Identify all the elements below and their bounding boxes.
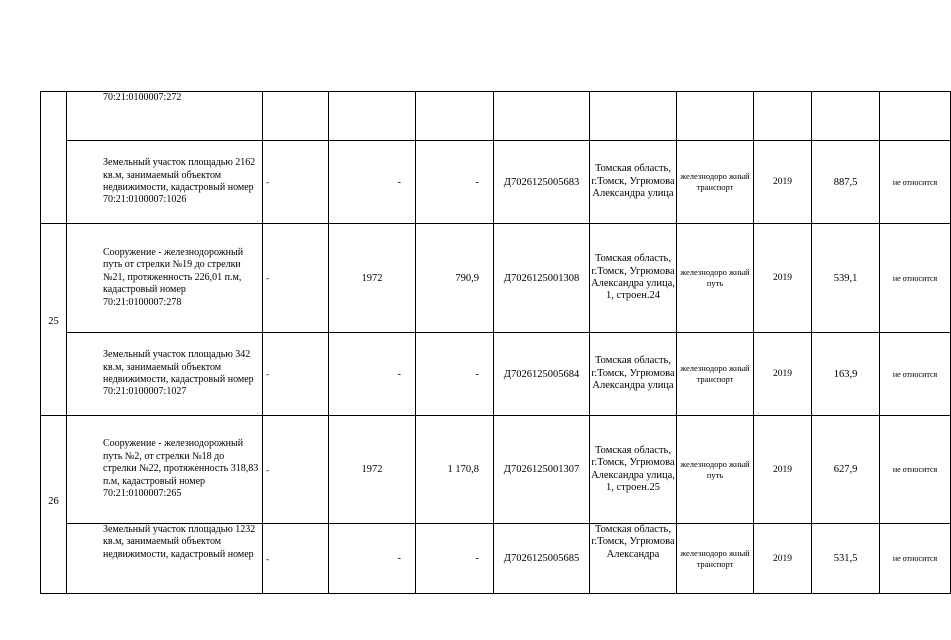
rental-year-cell: 2019 xyxy=(754,224,812,333)
group-number-cell: 26 xyxy=(41,416,67,594)
inventory-cell: Д7026125005683 xyxy=(494,141,590,224)
property-table xyxy=(40,91,951,594)
inventory-cell xyxy=(494,92,590,141)
relation-cell: не относится xyxy=(880,524,951,594)
cost-cell: 531,5 xyxy=(812,524,880,594)
cost-cell xyxy=(812,92,880,141)
description-cell xyxy=(67,524,263,594)
col3-cell: - xyxy=(263,224,329,333)
year-cell xyxy=(329,92,416,141)
table-row xyxy=(41,416,951,524)
description-cell: Сооружение - железнодорожный путь №2, от стрелки №18 до стрелки №22, протяженность 318,83 п.м, кадастровый номер 70:21:0100007:265 xyxy=(67,416,263,524)
table-row xyxy=(41,224,951,333)
table-row xyxy=(41,92,951,141)
address-text: Томская область, г.Томск, Угрюмова Александра xyxy=(591,524,675,560)
description-cell xyxy=(67,92,263,141)
inventory-cell: Д7026125005684 xyxy=(494,333,590,416)
relation-cell: не относится xyxy=(880,141,951,224)
inventory-cell: Д7026125001308 xyxy=(494,224,590,333)
area-cell: - xyxy=(416,524,494,594)
relation-cell: не относится xyxy=(880,333,951,416)
description-text: 70:21:0100007:272 xyxy=(103,92,182,103)
purpose-cell: железнодоро жный транспорт xyxy=(677,524,754,594)
year-cell: 1972 xyxy=(329,224,416,333)
group-number-cell: 25 xyxy=(41,224,67,416)
year-cell: - xyxy=(329,141,416,224)
rental-year-cell: 2019 xyxy=(754,141,812,224)
cost-cell: 627,9 xyxy=(812,416,880,524)
rental-year-cell: 2019 xyxy=(754,416,812,524)
area-cell: - xyxy=(416,141,494,224)
description-cell: Земельный участок площадью 342 кв.м, занимаемый объектом недвижимости, кадастровый номер 70:21:0100007:1027 xyxy=(67,333,263,416)
table-row xyxy=(41,333,951,416)
address-cell: Томская область, г.Томск, Угрюмова Александра улица, 1, строен.25 xyxy=(590,416,677,524)
cost-cell: 887,5 xyxy=(812,141,880,224)
group-number-cell xyxy=(41,92,67,224)
address-cell: Томская область, г.Томск, Угрюмова Александра улица xyxy=(590,141,677,224)
description-text: Земельный участок площадью 1232 кв.м, занимаемый объектом недвижимости, кадастровый номер xyxy=(103,524,256,560)
col3-cell xyxy=(263,92,329,141)
area-cell: - xyxy=(416,333,494,416)
rental-year-cell: 2019 xyxy=(754,524,812,594)
inventory-cell: Д7026125005685 xyxy=(494,524,590,594)
year-cell: - xyxy=(329,333,416,416)
relation-cell: не относится xyxy=(880,416,951,524)
col3-cell: - xyxy=(263,416,329,524)
purpose-cell: железнодоро жный путь xyxy=(677,416,754,524)
purpose-cell: железнодоро жный путь xyxy=(677,224,754,333)
address-cell xyxy=(590,524,677,594)
area-cell: 790,9 xyxy=(416,224,494,333)
table-row xyxy=(41,524,951,594)
year-cell: 1972 xyxy=(329,416,416,524)
rental-year-cell: 2019 xyxy=(754,333,812,416)
relation-cell xyxy=(880,92,951,141)
address-cell xyxy=(590,92,677,141)
col3-cell: - xyxy=(263,141,329,224)
area-cell: 1 170,8 xyxy=(416,416,494,524)
cost-cell: 539,1 xyxy=(812,224,880,333)
col3-cell: - xyxy=(263,333,329,416)
area-cell xyxy=(416,92,494,141)
address-cell: Томская область, г.Томск, Угрюмова Александра улица, 1, строен.24 xyxy=(590,224,677,333)
purpose-cell: железнодоро жный транспорт xyxy=(677,333,754,416)
address-cell: Томская область, г.Томск, Угрюмова Александра улица xyxy=(590,333,677,416)
cost-cell: 163,9 xyxy=(812,333,880,416)
rental-year-cell xyxy=(754,92,812,141)
year-cell: - xyxy=(329,524,416,594)
description-cell: Земельный участок площадью 2162 кв.м, занимаемый объектом недвижимости, кадастровый номер 70:21:0100007:1026 xyxy=(67,141,263,224)
col3-cell: - xyxy=(263,524,329,594)
purpose-cell xyxy=(677,92,754,141)
description-cell: Сооружение - железнодорожный путь от стрелки №19 до стрелки №21, протяженность 226,01 п.м, кадастровый номер 70:21:0100007:278 xyxy=(67,224,263,333)
purpose-cell: железнодоро жный транспорт xyxy=(677,141,754,224)
table-row xyxy=(41,141,951,224)
relation-cell: не относится xyxy=(880,224,951,333)
inventory-cell: Д7026125001307 xyxy=(494,416,590,524)
